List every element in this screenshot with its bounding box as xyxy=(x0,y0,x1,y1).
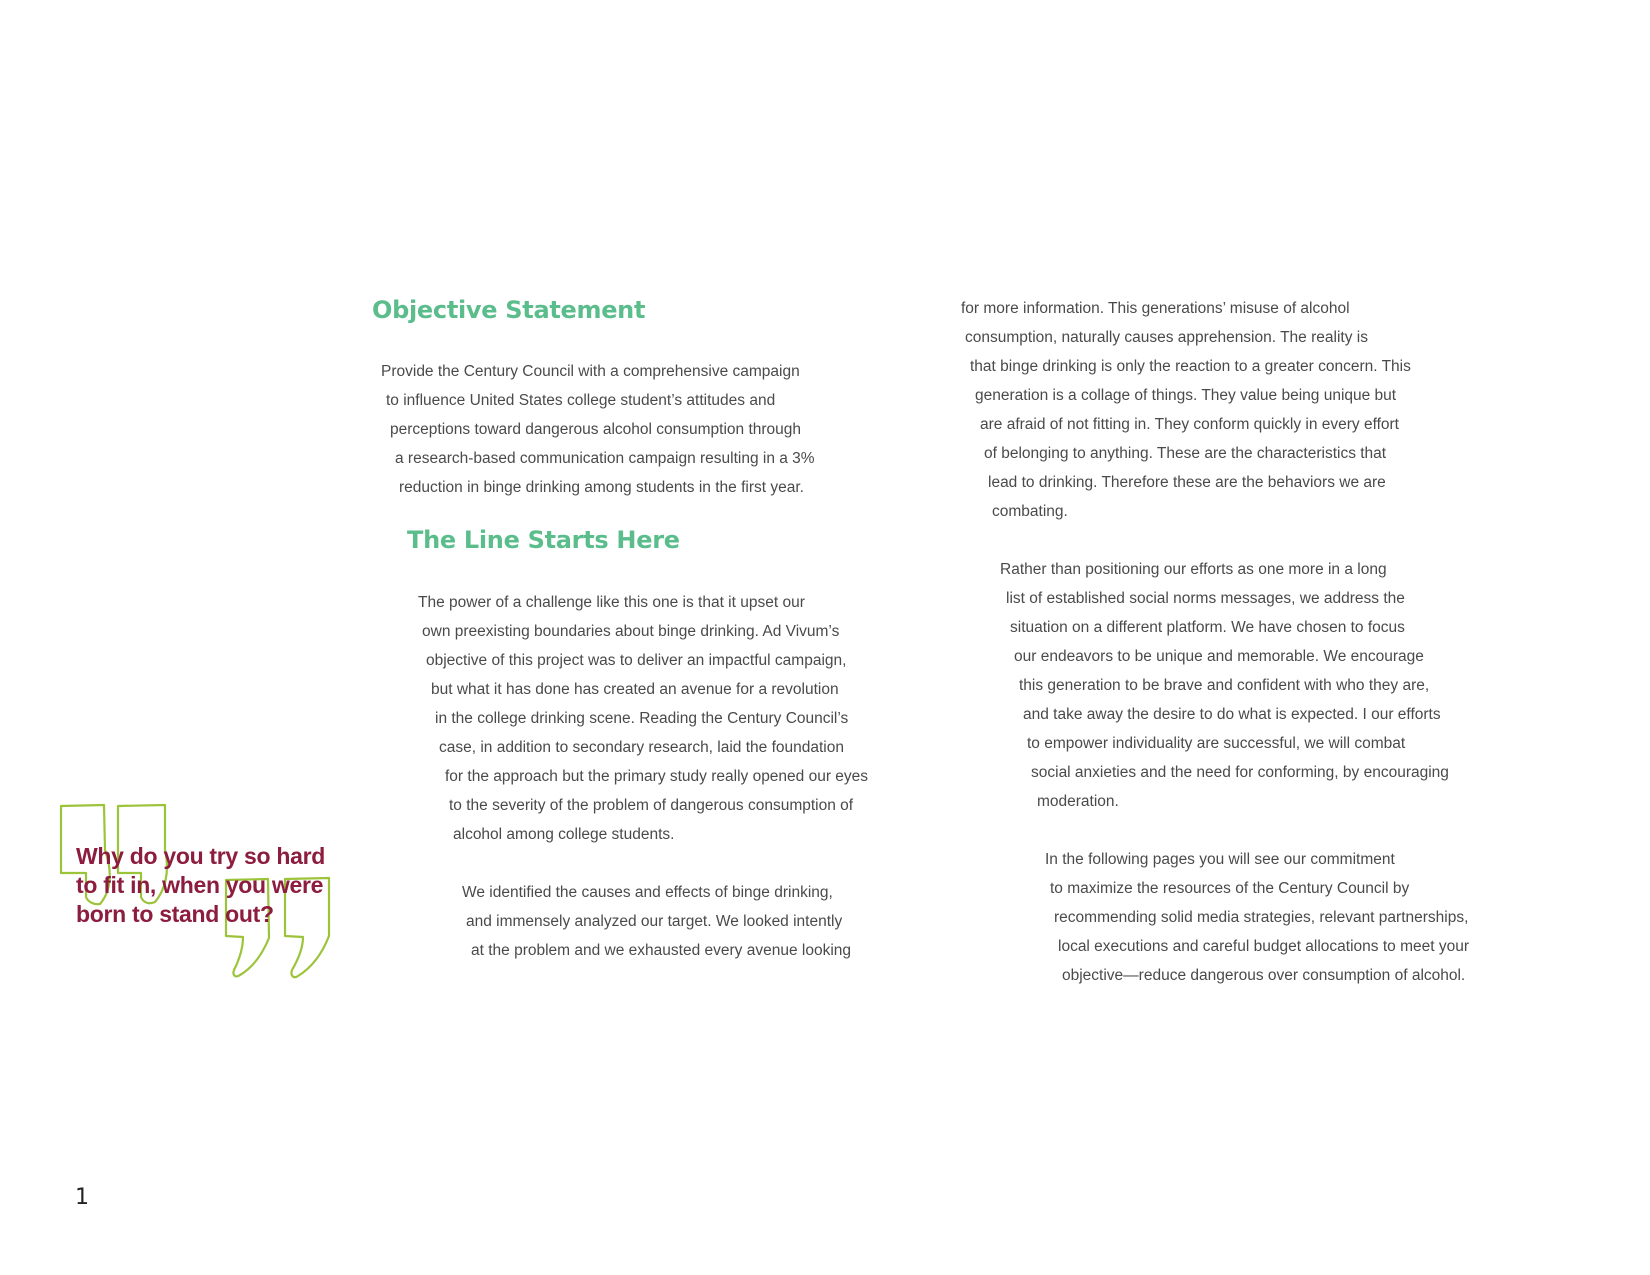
text-line: to empower individuality are successful, we will combat xyxy=(1027,735,1406,752)
text-line: recommending solid media strategies, relevant partnerships, xyxy=(1054,909,1469,926)
text-line: objective—reduce dangerous over consumption of alcohol. xyxy=(1062,967,1466,984)
text-line: are afraid of not fitting in. They conform quickly in every effort xyxy=(980,416,1399,433)
text-line: to the severity of the problem of dangerous consumption of xyxy=(449,797,854,814)
text-line: our endeavors to be unique and memorable. We encourage xyxy=(1014,648,1424,665)
text-line: list of established social norms messages, we address the xyxy=(1006,590,1405,607)
text-line: a research-based communication campaign resulting in a 3% xyxy=(395,450,815,467)
text-line: but what it has done has created an avenue for a revolution xyxy=(431,681,839,698)
text-line: to maximize the resources of the Century Council by xyxy=(1050,880,1410,897)
text-line: that binge drinking is only the reaction to a greater concern. This xyxy=(970,358,1411,375)
line-starts-here-heading: The Line Starts Here xyxy=(407,526,680,554)
pull-quote-line: born to stand out? xyxy=(76,901,274,927)
text-line: situation on a different platform. We have chosen to focus xyxy=(1010,619,1405,636)
text-line: this generation to be brave and confident with who they are, xyxy=(1019,677,1430,694)
page-number: 1 xyxy=(75,1185,89,1210)
text-line: Provide the Century Council with a comprehensive campaign xyxy=(381,363,800,380)
text-line: objective of this project was to deliver an impactful campaign, xyxy=(426,652,847,669)
text-line: We identified the causes and effects of binge drinking, xyxy=(462,884,833,901)
text-line: generation is a collage of things. They value being unique but xyxy=(975,387,1397,404)
text-line: for more information. This generations’ misuse of alcohol xyxy=(961,300,1350,317)
text-line: Rather than positioning our efforts as one more in a long xyxy=(1000,561,1387,578)
pull-quote-text xyxy=(76,842,366,929)
objective-statement-heading: Objective Statement xyxy=(372,296,646,324)
text-line: reduction in binge drinking among students in the first year. xyxy=(399,479,804,496)
text-line: own preexisting boundaries about binge drinking. Ad Vivum’s xyxy=(422,623,840,640)
text-line: combating. xyxy=(992,503,1068,520)
text-line: moderation. xyxy=(1037,793,1119,810)
text-line: alcohol among college students. xyxy=(453,826,675,843)
text-line: local executions and careful budget allocations to meet your xyxy=(1058,938,1469,955)
text-line: and immensely analyzed our target. We looked intently xyxy=(466,913,843,930)
text-line: at the problem and we exhausted every avenue looking xyxy=(471,942,851,959)
pull-quote-line: Why do you try so hard xyxy=(76,843,325,869)
text-line: perceptions toward dangerous alcohol consumption through xyxy=(390,421,802,438)
text-line: The power of a challenge like this one is that it upset our xyxy=(418,594,805,611)
text-line: social anxieties and the need for conforming, by encouraging xyxy=(1031,764,1449,781)
text-line: and take away the desire to do what is expected. I our efforts xyxy=(1023,706,1441,723)
text-line: of belonging to anything. These are the characteristics that xyxy=(984,445,1387,462)
pull-quote-line: to fit in, when you were xyxy=(76,872,324,898)
text-line: to influence United States college student’s attitudes and xyxy=(386,392,776,409)
text-line: lead to drinking. Therefore these are the behaviors we are xyxy=(988,474,1386,491)
text-line: for the approach but the primary study really opened our eyes xyxy=(445,768,869,785)
text-line: case, in addition to secondary research, laid the foundation xyxy=(439,739,844,756)
text-line: In the following pages you will see our commitment xyxy=(1045,851,1395,868)
text-line: consumption, naturally causes apprehension. The reality is xyxy=(965,329,1368,346)
text-line: in the college drinking scene. Reading the Century Council’s xyxy=(435,710,849,727)
